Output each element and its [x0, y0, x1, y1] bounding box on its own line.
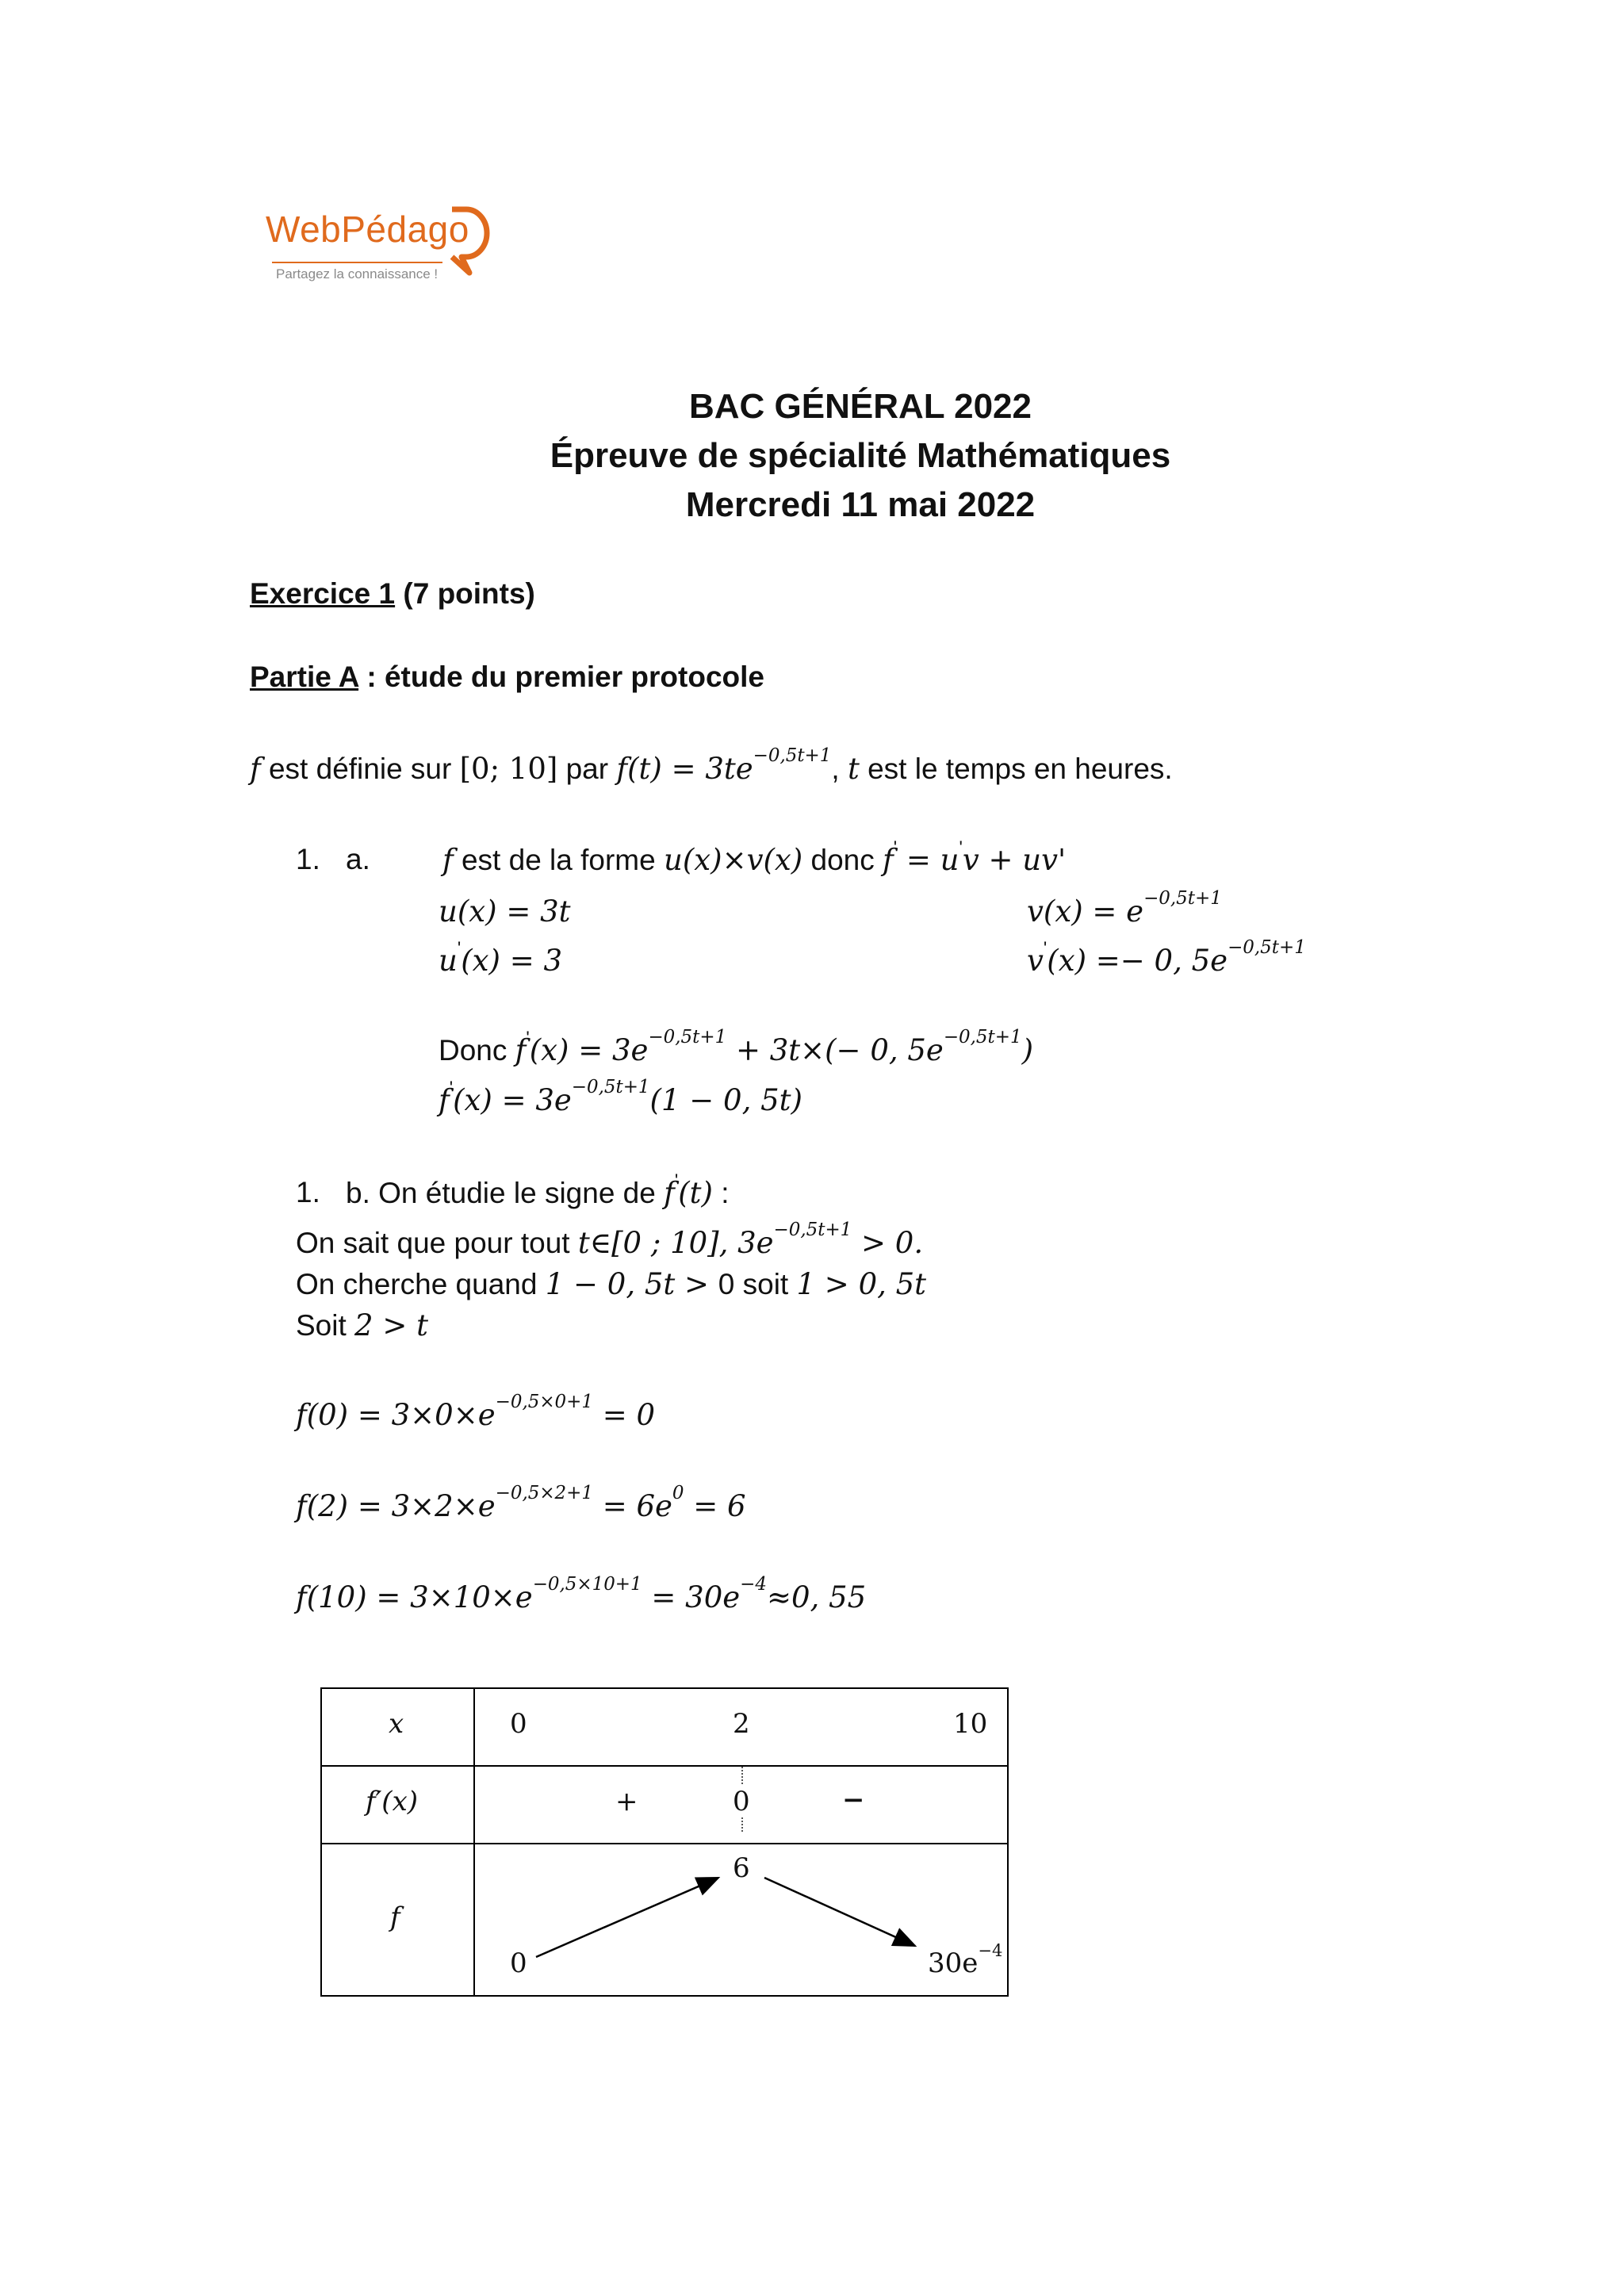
part-label: Partie A — [250, 661, 359, 693]
table-x-0: 0 — [510, 1708, 527, 1740]
q1b-positivity: On sait que pour tout t∈[0 ; 10], $3e^{-0,5t+1} > 0$. — [296, 1220, 924, 1260]
value-f2: $f(2) = 3\times 2\times e^{-0,5\times 2+1} = 6e^0 = 6$ — [296, 1483, 746, 1523]
q1b-number: 1. — [296, 1176, 320, 1208]
q1b-intro: b. On étudie le signe de f'(t) : — [346, 1170, 730, 1210]
derivative-factored: $f'(x) = 3e^{-0,5t+1}(1 - 0$, 5t) — [439, 1077, 802, 1117]
part-heading — [250, 661, 764, 694]
value-f10: $f(10) = 3\times 10\times e^{-0,5\times 10+1} = 30e^{-4}\approx 0$, 55 — [296, 1574, 867, 1614]
sign-plus: + — [615, 1786, 638, 1817]
title-date: Mercredi 11 mai 2022 — [685, 485, 1036, 524]
derivative-expanded: Donc $f'(x) = 3e^{-0,5t+1} + 3t\times(- 0$, $5e^{-0,5t+1}$) — [439, 1027, 1033, 1067]
u-definition: u(x) = 3t — [439, 894, 571, 929]
title-subject: Épreuve de spécialité Mathématiques — [550, 436, 1171, 475]
q1a-form-line: f est de la forme u(x)×v(x) donc f' = u'v + uv' — [442, 837, 1067, 877]
table-label-x: x — [389, 1708, 404, 1740]
u-derivative: u'(x) = 3 — [439, 937, 563, 978]
part-title: : étude du premier protocole — [358, 661, 764, 693]
logo-underline — [272, 262, 442, 263]
q1b-conclusion: Soit 2 > t — [296, 1308, 428, 1342]
table-label-f: f — [390, 1901, 400, 1933]
variation-table — [320, 1687, 1009, 1997]
f-max-value: 6 — [733, 1852, 750, 1884]
title-exam: BAC GÉNÉRAL 2022 — [689, 387, 1032, 426]
increasing-arrow — [536, 1878, 718, 1957]
function-definition: f est définie sur [0; 10] par $f(t) = 3te^{-0,5t+1}$, t est le temps en heures. — [250, 745, 1173, 786]
table-x-10: 10 — [953, 1708, 988, 1740]
f-start-value: 0 — [510, 1947, 527, 1979]
v-derivative: v'(x) =− 0, $5e^{-0,5t+1}$ — [1027, 937, 1306, 978]
exercise-label: Exercice 1 — [250, 577, 396, 610]
value-f0: $f(0) = 3\times 0\times e^{-0,5\times 0+1} = 0$ — [296, 1392, 656, 1432]
q1a-letter: a. — [346, 843, 370, 875]
variation-arrows — [322, 1689, 1007, 1995]
q1b-inequality: On cherche quand 1 − 0, 5t > 0 soit 1 > 0, 5t — [296, 1267, 927, 1301]
decreasing-arrow — [764, 1878, 915, 1946]
logo-wordmark: WebPédago — [266, 209, 469, 250]
exercise-heading — [250, 577, 535, 611]
logo-speech-bubble-icon — [446, 205, 490, 281]
sign-minus: − — [842, 1784, 865, 1816]
table-x-2: 2 — [733, 1708, 750, 1740]
q1a-number: 1. — [296, 843, 320, 875]
exercise-points: (7 points) — [395, 577, 535, 610]
f-end-value: $30e^{-4}$ — [928, 1940, 1003, 1979]
sign-zero: 0 — [733, 1786, 750, 1817]
v-definition: $v(x) = e^{-0,5t+1}$ — [1027, 888, 1222, 929]
table-label-fprime: f′(x) — [366, 1786, 419, 1817]
logo-tagline: Partagez la connaissance ! — [276, 266, 439, 281]
